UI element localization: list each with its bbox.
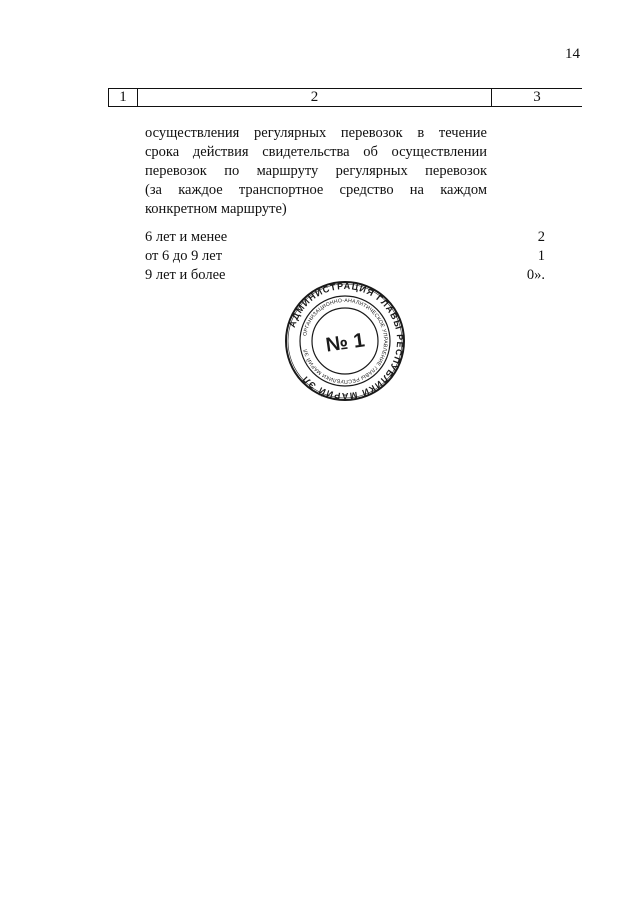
seal-inner-text: ОРГАНИЗАЦИОННО-АНАЛИТИЧЕСКОЕ УПРАВЛЕНИЕ ГЛАВЫ РЕСПУБЛИКИ МАРИЙ ЭЛ: [302, 297, 389, 385]
age-score: 2: [537, 229, 545, 245]
page-number: 14: [565, 46, 580, 62]
age-label: 6 лет и менее: [145, 229, 228, 245]
age-score: 0».: [526, 267, 545, 283]
criterion-description: [145, 124, 487, 219]
age-label: 9 лет и более: [145, 267, 226, 283]
age-score: 1: [537, 248, 545, 264]
list-item: [145, 247, 545, 266]
text-line: осуществления регулярных перевозок в течение: [145, 125, 487, 141]
seal-outer-text: АДМИНИСТРАЦИЯ ГЛАВЫ РЕСПУБЛИКИ МАРИЙ ЭЛ: [286, 280, 406, 402]
text-line: конкретном маршруте): [145, 201, 287, 217]
official-seal-stamp: [280, 280, 410, 402]
vehicle-age-list: [145, 228, 545, 285]
table-header-row: [108, 88, 582, 107]
column-number-2: 2: [138, 89, 492, 106]
text-line: перевозок по маршруту регулярных перевозок: [145, 163, 487, 179]
seal-center-number: № 1: [324, 329, 367, 357]
list-item: [145, 228, 545, 247]
text-line: срока действия свидетельства об осуществлении: [145, 144, 487, 160]
age-label: от 6 до 9 лет: [145, 248, 223, 264]
column-number-1: 1: [108, 89, 138, 106]
column-number-3: 3: [533, 89, 541, 105]
text-line: (за каждое транспортное средство на каждом: [145, 182, 487, 198]
